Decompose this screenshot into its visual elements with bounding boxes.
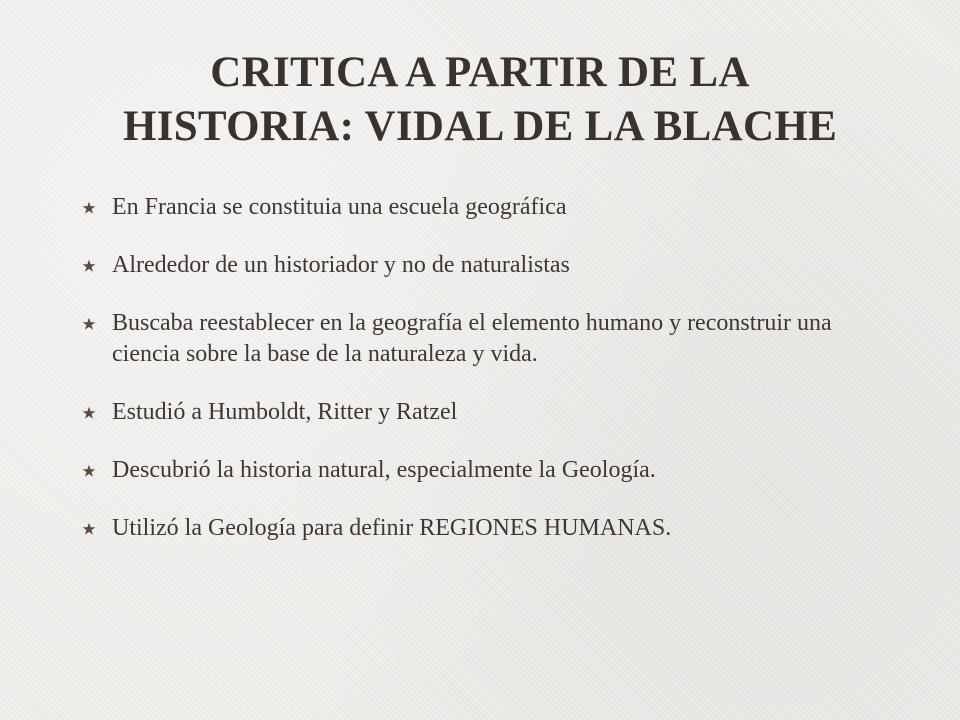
bullet-text: Estudió a Humboldt, Ritter y Ratzel — [112, 399, 458, 425]
star-bullet-icon — [82, 201, 96, 215]
star-bullet-icon — [82, 406, 96, 420]
bullet-item — [82, 192, 902, 223]
bullet-item — [82, 397, 902, 428]
bullet-text: Utilizó la Geología para definir REGIONES HUMANAS. — [112, 515, 672, 541]
bullet-text: Buscaba reestablecer en la geografía el elemento humano y reconstruir una ciencia sobre la base de la naturaleza y vida. — [112, 310, 832, 367]
slide-title — [40, 46, 920, 154]
bullet-text: Alrededor de un historiador y no de naturalistas — [112, 252, 570, 278]
star-bullet-icon — [82, 317, 96, 331]
star-bullet-icon — [82, 522, 96, 536]
slide-title-line-1: CRITICA A PARTIR DE LA — [210, 49, 750, 96]
bullet-item — [82, 513, 902, 544]
bullet-list — [82, 192, 902, 571]
bullet-text: En Francia se constituia una escuela geográfica — [112, 194, 567, 220]
slide-title-line-2: HISTORIA: VIDAL DE LA BLACHE — [122, 103, 838, 150]
star-bullet-icon — [82, 259, 96, 273]
star-bullet-icon — [82, 464, 96, 478]
bullet-item — [82, 308, 902, 370]
bullet-item — [82, 250, 902, 281]
bullet-text: Descubrió la historia natural, especialmente la Geología. — [112, 457, 656, 483]
bullet-item — [82, 455, 902, 486]
